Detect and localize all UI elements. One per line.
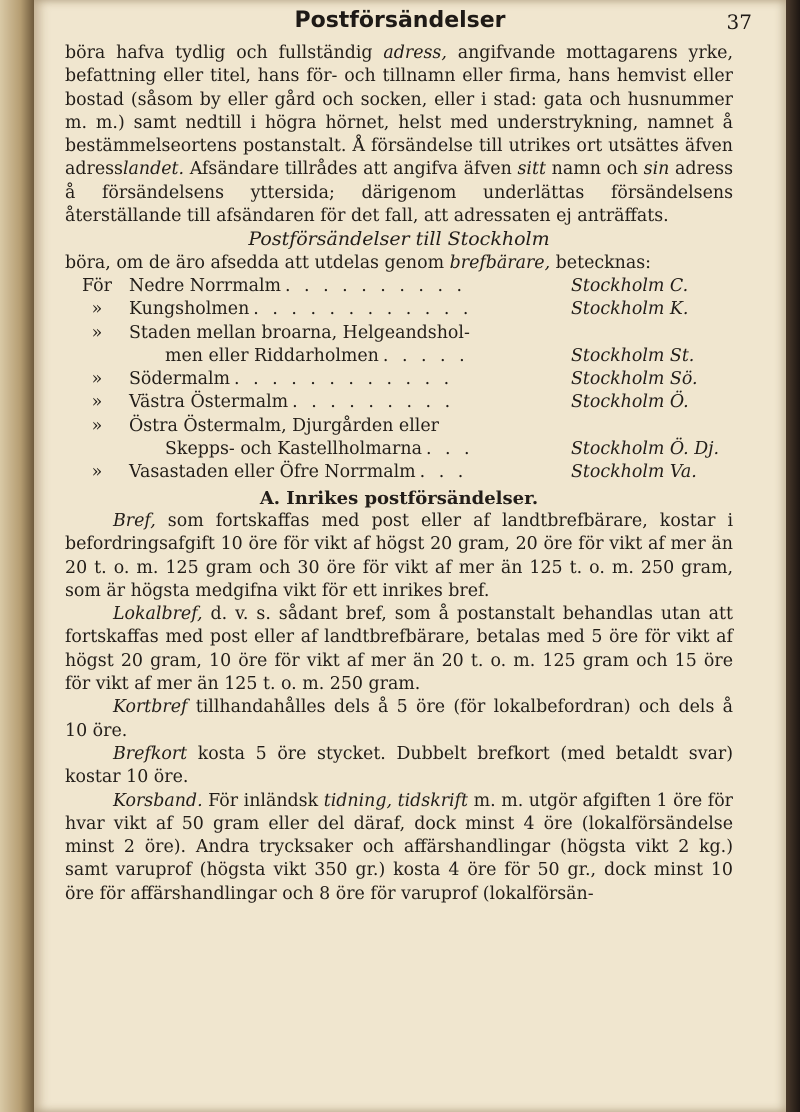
page-header xyxy=(66,8,752,42)
stockholm-heading: Postförsändelser till Stockholm xyxy=(248,228,550,251)
row-marker: » xyxy=(91,415,103,436)
district-row xyxy=(65,415,733,438)
intro-emphasis: adress, xyxy=(383,43,447,63)
district-name: Östra Östermalm, Djurgården eller xyxy=(129,415,439,436)
dot-leader: . . . . . . . . . . . . xyxy=(253,299,473,320)
intro-text: angifvande mottagarens yrke, befattning eller titel, hans för- och tillnamn eller firma, hans hemvist eller bostad (såsom by eller gård och socken, eller i stad: gata och husnummer m. m.) samt nedtill i högra hörnet, helst med understrykning, namnet å bestämmelseortens postanstalt. Å försändelse till utrikes ort utsättes äfven adress xyxy=(65,43,733,180)
district-name: Vasastaden eller Öfre Norrmalm xyxy=(129,462,416,483)
district-row xyxy=(65,298,733,321)
district-row xyxy=(65,391,733,414)
dot-leader: . . . . . . . . . xyxy=(292,392,455,413)
intro-emphasis: landet. xyxy=(122,159,185,180)
paragraph-brefkort xyxy=(65,743,733,790)
dot-leader: . . . . . . . . . . xyxy=(285,275,467,296)
row-marker: » xyxy=(91,392,103,413)
paragraph-lokalbref xyxy=(65,603,733,696)
book-gutter xyxy=(0,0,34,1112)
intro-text: Afsändare tillrådes att angifva äfven xyxy=(184,159,518,180)
postal-address: Stockholm Sö. xyxy=(571,369,698,390)
district-row xyxy=(65,275,733,298)
paragraph-text: d. v. s. sådant bref, som å postanstalt behandlas utan att fortskaffas med post eller af landtbrefbärare, betalas med 5 öre för vikt af högst 20 gram, 10 öre för vikt af mer än 20 t. o. m. 125 gram och 15 öre för vikt af mer än 125 t. o. m. 250 gram. xyxy=(65,604,733,695)
dot-leader: . . . . . xyxy=(382,345,469,366)
running-title: Postförsändelser xyxy=(294,8,506,33)
district-row xyxy=(65,461,733,484)
district-row xyxy=(65,345,733,368)
lead-emphasis: brefbärare, xyxy=(449,252,551,273)
district-name: Kungsholmen xyxy=(129,299,250,320)
paragraph-bref xyxy=(65,510,733,603)
page-number: 37 xyxy=(726,10,752,34)
district-name: Staden mellan broarna, Helgeandshol- xyxy=(129,322,470,343)
district-row xyxy=(65,438,733,461)
term: Lokalbref, xyxy=(113,604,203,625)
paragraph-text: För inländsk xyxy=(202,790,324,811)
paragraph-text: tillhandahålles dels å 5 öre (för lokalbefordran) och dels å 10 öre. xyxy=(65,697,733,741)
postal-address: Stockholm C. xyxy=(571,275,689,296)
district-list xyxy=(65,275,733,485)
term: Brefkort xyxy=(113,743,188,764)
paragraph-text: som fortskaffas med post eller af landtbrefbärare, kostar i befordringsafgift 10 öre för vikt af högst 20 gram, 20 öre för vikt af mer än 20 t. o. m. 125 gram och 30 öre för vikt af mer än 125 t. o. m. 250 gram, som är högsta medgifna vikt för ett inrikes bref. xyxy=(65,510,733,601)
district-name: men eller Riddarholmen xyxy=(165,345,379,366)
row-marker: » xyxy=(91,299,103,320)
intro-text: adress å försändelsens yttersida; därigenom underlättas försändelsens återställande till afsändaren för det fall, att adressaten ej anträffats. xyxy=(65,159,733,227)
dot-leader: . . . xyxy=(419,462,468,483)
term: Kortbref xyxy=(113,697,188,718)
term: Bref, xyxy=(113,510,156,531)
district-name: Nedre Norrmalm xyxy=(129,275,281,296)
row-marker: » xyxy=(91,369,103,390)
paragraph-korsband xyxy=(65,790,733,906)
paragraph-text: m. m. utgör afgiften 1 öre för hvar vikt af 50 gram eller del däraf, dock minst 4 öre (lokalförsändelse minst 2 öre). Andra trycksaker och affärshandlingar (högsta vikt 2 kg.) samt varuprof (högsta vikt 350 gr.) kosta 4 öre för 50 gr., dock minst 10 öre för affärshandlingar och 8 öre för varuprof (lokalförsän- xyxy=(65,790,733,904)
intro-emphasis: sitt xyxy=(517,159,546,180)
district-row xyxy=(65,322,733,345)
postal-address: Stockholm Ö. Dj. xyxy=(571,439,720,460)
lead-text: böra, om de äro afsedda att utdelas genom xyxy=(65,252,450,273)
row-marker: » xyxy=(91,322,103,343)
postal-address: Stockholm Ö. xyxy=(571,392,689,413)
stockholm-lead xyxy=(65,252,733,275)
postal-address: Stockholm K. xyxy=(571,299,689,320)
intro-text: namn och xyxy=(545,159,644,180)
intro-emphasis: sin xyxy=(643,159,670,180)
paragraph-text: kosta 5 öre stycket. Dubbelt brefkort (med betaldt svar) kostar 10 öre. xyxy=(65,743,733,788)
lead-text: betecknas: xyxy=(550,252,651,273)
postal-address: Stockholm St. xyxy=(571,345,695,366)
paragraph-kortbref xyxy=(65,696,733,743)
page-edge xyxy=(786,0,800,1112)
row-marker: » xyxy=(91,462,103,483)
intro-text: böra hafva tydlig och fullständig xyxy=(65,43,384,63)
row-marker: För xyxy=(82,275,112,296)
district-name: Skepps- och Kastellholmarna xyxy=(165,439,422,460)
dot-leader: . . . xyxy=(425,439,474,460)
dot-leader: . . . . . . . . . . . . xyxy=(234,369,454,390)
term: Korsband. xyxy=(113,790,203,811)
term-emphasis: tidning, tidskrift xyxy=(323,790,469,811)
section-heading: A. Inrikes postförsändelser. xyxy=(259,487,539,509)
page-body xyxy=(65,42,733,906)
district-row xyxy=(65,368,733,391)
district-name: Västra Östermalm xyxy=(129,392,289,413)
postal-address: Stockholm Va. xyxy=(571,462,697,483)
intro-paragraph xyxy=(65,42,733,228)
district-name: Södermalm xyxy=(129,369,231,390)
